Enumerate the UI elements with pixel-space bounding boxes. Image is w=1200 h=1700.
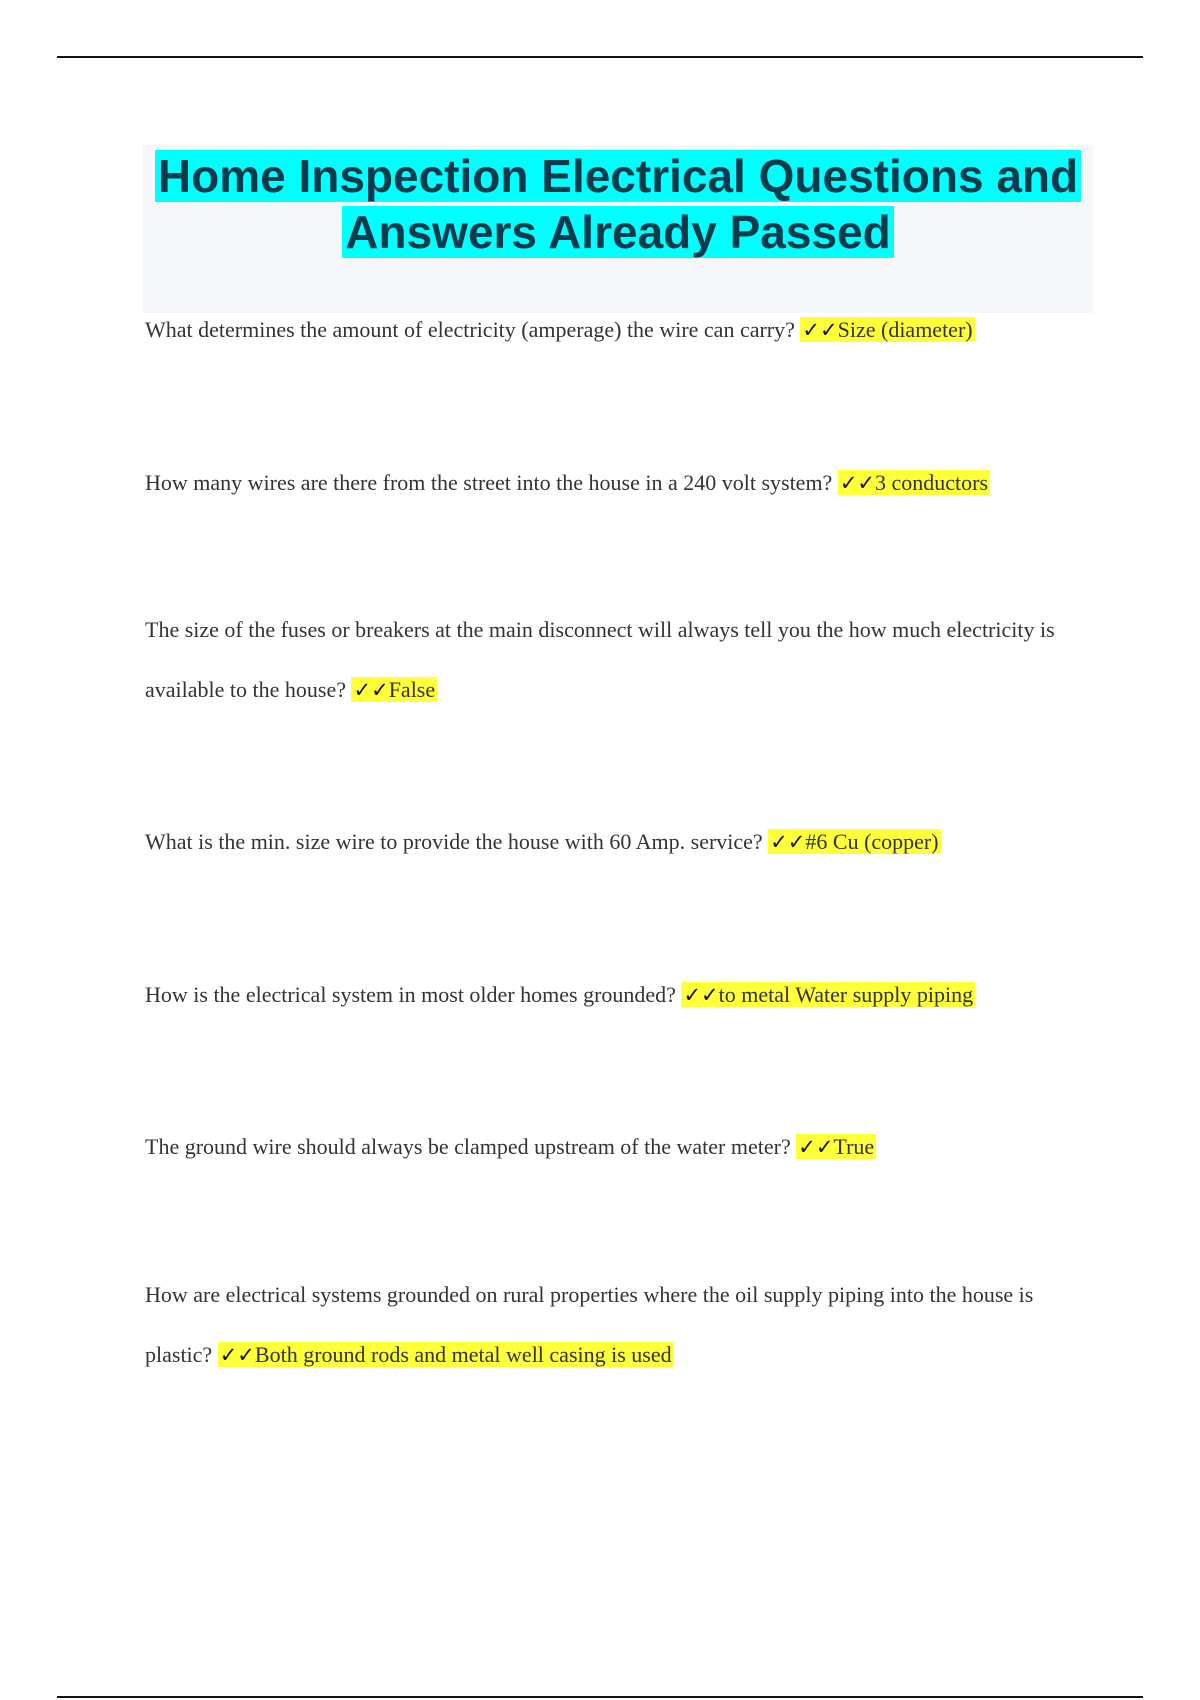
check-icon: ✓✓ xyxy=(770,830,806,854)
check-icon: ✓✓ xyxy=(798,1135,834,1159)
document-title xyxy=(143,145,1093,260)
answer-text: #6 Cu (copper) xyxy=(805,829,939,854)
answer-highlight xyxy=(218,1342,674,1367)
answer-text: Size (diameter) xyxy=(837,317,973,342)
qa-item-7 xyxy=(145,1265,1105,1385)
answer-highlight xyxy=(800,317,974,342)
answer-text: True xyxy=(833,1134,875,1159)
question-text: What is the min. size wire to provide the house with 60 Amp. service? xyxy=(145,829,763,854)
answer-text: to metal Water supply piping xyxy=(718,982,974,1007)
question-text: How many wires are there from the street into the house in a 240 volt system? xyxy=(145,470,833,495)
bottom-rule xyxy=(57,1696,1143,1698)
qa-item-3 xyxy=(145,600,1105,720)
question-text: What determines the amount of electricity (amperage) the wire can carry? xyxy=(145,317,795,342)
qa-item-2 xyxy=(145,453,1105,513)
document-title-text: Home Inspection Electrical Questions and Answers Already Passed xyxy=(155,150,1081,258)
qa-item-4 xyxy=(145,812,1105,872)
question-text: The ground wire should always be clamped upstream of the water meter? xyxy=(145,1134,791,1159)
answer-text: 3 conductors xyxy=(875,470,989,495)
qa-item-5 xyxy=(145,965,1105,1025)
answer-text: False xyxy=(388,677,436,702)
qa-item-6 xyxy=(145,1117,1105,1177)
question-text: How is the electrical system in most older homes grounded? xyxy=(145,982,676,1007)
qa-item-1 xyxy=(145,300,1105,360)
check-icon: ✓✓ xyxy=(353,678,389,702)
check-icon: ✓✓ xyxy=(839,471,876,495)
top-rule xyxy=(57,56,1143,58)
answer-highlight xyxy=(796,1134,876,1159)
question-text: The size of the fuses or breakers at the main disconnect will always tell you the how much electricity is available to the house? xyxy=(145,617,1055,702)
title-box xyxy=(143,145,1093,313)
question-text: How are electrical systems grounded on rural properties where the oil supply piping into the house is plastic? xyxy=(145,1282,1034,1367)
check-icon: ✓✓ xyxy=(683,983,719,1007)
answer-highlight xyxy=(351,677,437,702)
check-icon: ✓✓ xyxy=(219,1343,255,1367)
answer-highlight xyxy=(681,982,975,1007)
answer-highlight xyxy=(768,829,940,854)
answer-text: Both ground rods and metal well casing is used xyxy=(254,1342,672,1367)
answer-highlight xyxy=(838,470,990,495)
check-icon: ✓✓ xyxy=(802,318,838,342)
